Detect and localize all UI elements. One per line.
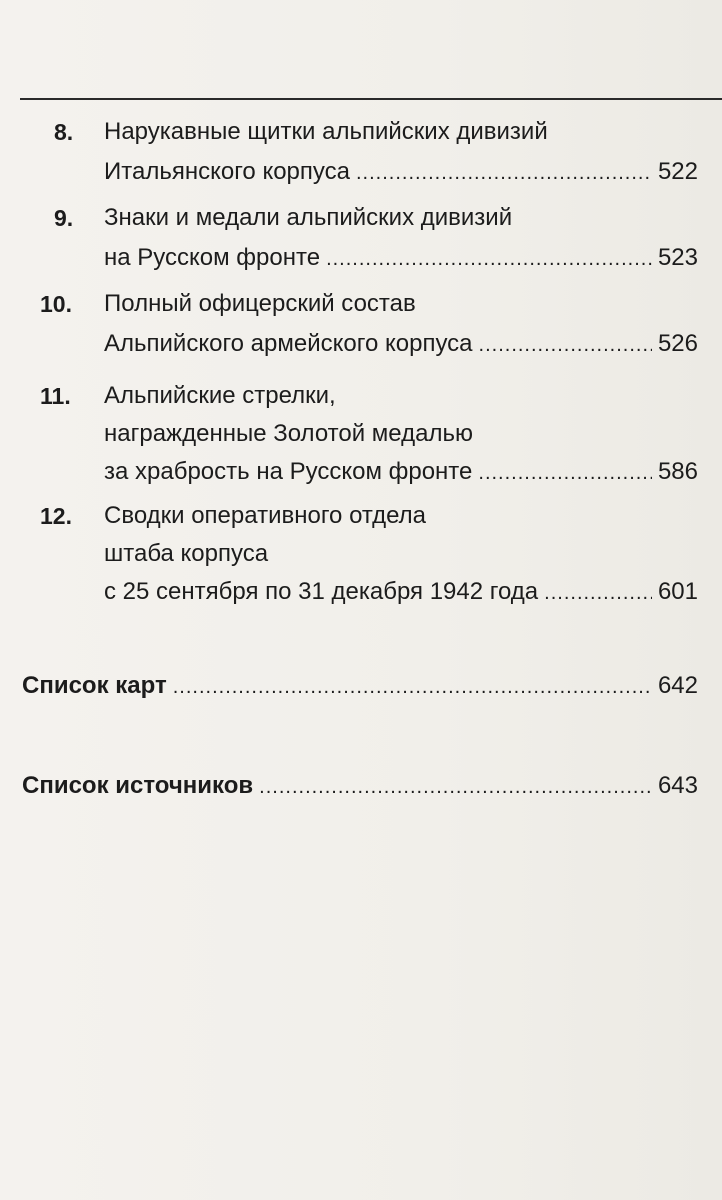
- entry-page-number: 526: [657, 330, 698, 357]
- section-page-number: 643: [657, 772, 698, 799]
- section-page-number: 642: [657, 672, 698, 699]
- entry-leader-line: [104, 572, 698, 613]
- entry-number: 9.: [54, 205, 74, 231]
- entry-title-line-2: на Русском фронте: [104, 244, 321, 271]
- entry-leader-line: [104, 238, 698, 279]
- entry-number: 11.: [40, 383, 71, 409]
- entry-number: 12.: [40, 503, 72, 529]
- entry-page-number: 522: [657, 158, 698, 185]
- entry-title-line-3: с 25 сентября по 31 декабря 1942 года: [104, 578, 539, 605]
- leader-dots: [326, 239, 652, 279]
- section-title: Список источников: [22, 772, 254, 799]
- entry-title-line-3: за храбрость на Русском фронте: [104, 458, 473, 485]
- entry-title-line-1: Знаки и медали альпийских дивизий: [104, 204, 513, 231]
- entry-title-line-2: Итальянского корпуса: [104, 158, 350, 185]
- entry-title-line-1: Сводки оперативного отдела: [104, 502, 426, 529]
- section-leader-line: [22, 766, 698, 807]
- entry-title-line-1: Альпийские стрелки,: [104, 382, 336, 409]
- header-rule: [20, 98, 722, 100]
- entry-leader-line: [104, 152, 698, 193]
- entry-page-number: 586: [657, 458, 698, 485]
- section-title: Список карт: [22, 672, 167, 699]
- section-leader-line: [22, 666, 698, 707]
- entry-leader-line: [104, 452, 698, 493]
- entry-page-number: 523: [657, 244, 698, 271]
- entry-title-line-2: награжденные Золотой медалью: [104, 420, 473, 447]
- entry-title-line-1: Полный офицерский состав: [104, 290, 416, 317]
- entry-number: 10.: [40, 291, 72, 317]
- entry-number: 8.: [54, 119, 74, 145]
- leader-dots: [544, 573, 652, 613]
- leader-dots: [259, 767, 652, 807]
- entry-page-number: 601: [657, 578, 698, 605]
- leader-dots: [478, 453, 652, 493]
- entry-title-line-2: штаба корпуса: [104, 540, 269, 567]
- leader-dots: [479, 325, 652, 365]
- entry-leader-line: [104, 324, 698, 365]
- leader-dots: [173, 667, 652, 707]
- entry-title-line-2: Альпийского армейского корпуса: [104, 330, 473, 357]
- entry-title-line-1: Нарукавные щитки альпийских дивизий: [104, 118, 548, 145]
- leader-dots: [356, 153, 652, 193]
